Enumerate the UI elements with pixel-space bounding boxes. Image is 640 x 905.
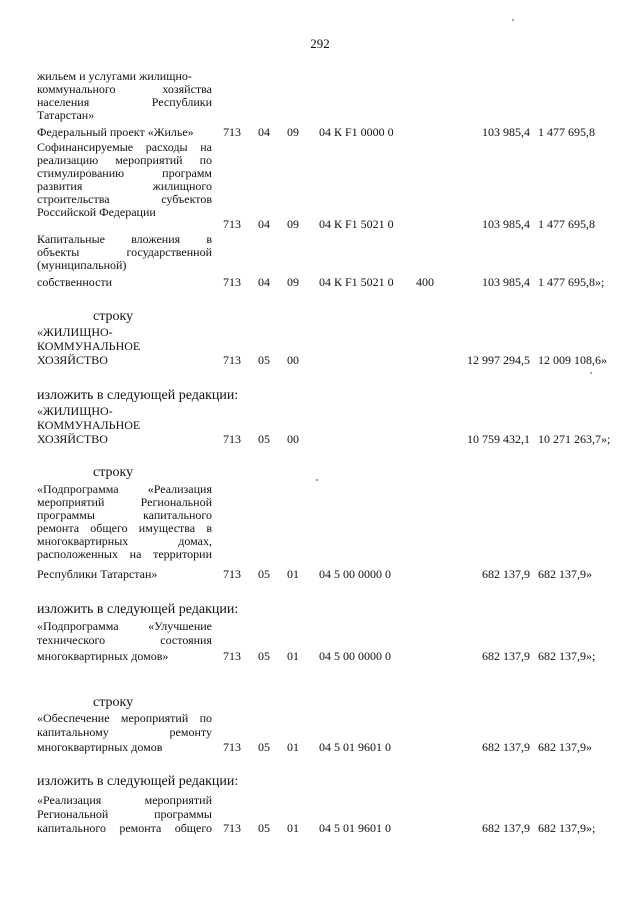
section-code: 05 — [258, 432, 270, 446]
amount-year-1: 682 137,9 — [482, 649, 530, 663]
item-text-line: Капитальные вложения в — [37, 232, 212, 246]
item-text-line: КОММУНАЛЬНОЕ — [37, 418, 141, 432]
subsection-code: 09 — [287, 217, 299, 231]
item-text-line: жильем и услугами жилищно- — [37, 69, 192, 83]
item-text-line: (муниципальной) — [37, 258, 127, 272]
target-article-code: 04 К F1 0000 0 — [319, 125, 394, 139]
target-article-code: 04 5 00 0000 0 — [319, 567, 391, 581]
item-text-line: населения Республики — [37, 95, 212, 109]
amount-year-2: 1 477 695,8 — [538, 125, 595, 139]
item-text-line: многоквартирных домов — [37, 740, 163, 754]
target-article-code: 04 5 01 9601 0 — [319, 821, 391, 835]
grbs-code: 713 — [223, 275, 241, 289]
section-code: 05 — [258, 740, 270, 754]
instruction-heading: изложить в следующей редакции: — [37, 774, 239, 789]
amount-year-2: 682 137,9»; — [538, 821, 596, 835]
item-text-line: многоквартирных домов» — [37, 649, 169, 663]
target-article-code: 04 К F1 5021 0 — [319, 275, 394, 289]
amount-year-1: 682 137,9 — [482, 821, 530, 835]
amount-year-2: 10 271 263,7»; — [538, 432, 611, 446]
item-text-line: «Подпрограмма «Реализация — [37, 482, 212, 496]
item-text-line: технического состояния — [37, 633, 212, 647]
grbs-code: 713 — [223, 125, 241, 139]
item-text-line: стимулированию программ — [37, 166, 212, 180]
item-text-line: коммунального хозяйства — [37, 82, 212, 96]
section-code: 05 — [258, 649, 270, 663]
item-text-line: капитального ремонта общего — [37, 821, 212, 835]
amount-year-2: 682 137,9» — [538, 740, 592, 754]
amount-year-1: 103 985,4 — [482, 217, 530, 231]
item-text-line: капитальному ремонту — [37, 725, 212, 739]
item-text-line: «Подпрограмма «Улучшение — [37, 619, 212, 633]
subsection-code: 01 — [287, 821, 299, 835]
amount-year-1: 103 985,4 — [482, 125, 530, 139]
item-text-line: Татарстан» — [37, 108, 95, 122]
subsection-code: 01 — [287, 740, 299, 754]
grbs-code: 713 — [223, 432, 241, 446]
item-text-line: собственности — [37, 275, 113, 289]
grbs-code: 713 — [223, 353, 241, 367]
section-code: 04 — [258, 217, 270, 231]
target-article-code: 04 5 01 9601 0 — [319, 740, 391, 754]
grbs-code: 713 — [223, 740, 241, 754]
amount-year-1: 682 137,9 — [482, 740, 530, 754]
amount-year-1: 682 137,9 — [482, 567, 530, 581]
page-number: 292 — [310, 36, 330, 51]
amount-year-1: 103 985,4 — [482, 275, 530, 289]
section-code: 05 — [258, 567, 270, 581]
item-text-line: КОММУНАЛЬНОЕ — [37, 339, 141, 353]
section-code: 04 — [258, 125, 270, 139]
item-text-line: Региональной программы — [37, 807, 212, 821]
item-text-line: ХОЗЯЙСТВО — [37, 353, 108, 367]
item-text-line: развития жилищного — [37, 179, 212, 193]
instruction-heading: изложить в следующей редакции: — [37, 602, 239, 617]
item-text-line: «Обеспечение мероприятий по — [37, 711, 212, 725]
amount-year-1: 10 759 432,1 — [467, 432, 530, 446]
item-text-line: программы капитального — [37, 508, 212, 522]
instruction-heading: строку — [93, 695, 134, 710]
item-text-line: Российской Федерации — [37, 205, 156, 219]
item-text-line: ХОЗЯЙСТВО — [37, 432, 108, 446]
scan-speck — [316, 479, 318, 481]
subsection-code: 09 — [287, 125, 299, 139]
amount-year-2: 1 477 695,8»; — [538, 275, 605, 289]
subsection-code: 01 — [287, 649, 299, 663]
amount-year-1: 12 997 294,5 — [467, 353, 530, 367]
section-code: 05 — [258, 821, 270, 835]
subsection-code: 09 — [287, 275, 299, 289]
item-text-line: строительства субъектов — [37, 192, 212, 206]
item-text-line: многоквартирных домах, — [37, 534, 212, 548]
target-article-code: 04 5 00 0000 0 — [319, 649, 391, 663]
grbs-code: 713 — [223, 649, 241, 663]
item-text-line: расположенных на территории — [37, 547, 212, 561]
instruction-heading: изложить в следующей редакции: — [37, 388, 239, 403]
expense-type-code: 400 — [416, 275, 434, 289]
item-text-line: Республики Татарстан» — [37, 567, 158, 581]
item-text-line: «Реализация мероприятий — [37, 793, 212, 807]
item-text-line: «ЖИЛИЩНО- — [37, 325, 113, 339]
item-text-line: мероприятий Региональной — [37, 495, 212, 509]
item-text-line: Софинансируемые расходы на — [37, 140, 212, 154]
scan-speck — [512, 19, 514, 21]
amount-year-2: 682 137,9»; — [538, 649, 596, 663]
subsection-code: 00 — [287, 432, 299, 446]
scan-speck — [590, 372, 592, 374]
item-text-line: «ЖИЛИЩНО- — [37, 404, 113, 418]
grbs-code: 713 — [223, 217, 241, 231]
subsection-code: 01 — [287, 567, 299, 581]
item-text-line: реализацию мероприятий по — [37, 153, 212, 167]
amount-year-2: 682 137,9» — [538, 567, 592, 581]
item-text-line: Федеральный проект «Жилье» — [37, 125, 194, 139]
amount-year-2: 12 009 108,6» — [538, 353, 607, 367]
instruction-heading: строку — [93, 309, 134, 324]
item-text-line: объекты государственной — [37, 245, 212, 259]
instruction-heading: строку — [93, 465, 134, 480]
grbs-code: 713 — [223, 821, 241, 835]
section-code: 05 — [258, 353, 270, 367]
item-text-line: ремонта общего имущества в — [37, 521, 212, 535]
amount-year-2: 1 477 695,8 — [538, 217, 595, 231]
grbs-code: 713 — [223, 567, 241, 581]
section-code: 04 — [258, 275, 270, 289]
subsection-code: 00 — [287, 353, 299, 367]
target-article-code: 04 К F1 5021 0 — [319, 217, 394, 231]
